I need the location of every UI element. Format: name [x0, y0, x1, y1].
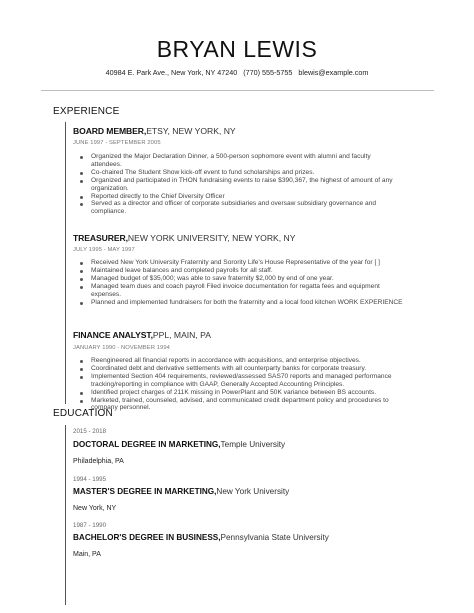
- education-timeline-line: [65, 425, 66, 605]
- experience-timeline-line: [65, 122, 66, 404]
- school-name: Temple University: [220, 440, 286, 449]
- list-item: Planned and implemented fundraisers for both the fraternity and a local food kitchen WORK EXPERIENCE: [73, 299, 403, 307]
- job-org: PPL, MAIN, PA: [152, 330, 211, 340]
- education-dates: 2015 - 2018: [73, 428, 107, 435]
- contact-email[interactable]: blewis@example.com: [298, 68, 369, 77]
- education-degree: [73, 440, 285, 449]
- list-item: Managed budget of $35,000; was able to save fraternity $2,000 by end of one year.: [73, 275, 403, 283]
- list-item: Maintained leave balances and completed payrolls for all staff.: [73, 267, 403, 275]
- education-dates: 1994 - 1995: [73, 476, 107, 483]
- contact-phone: (770) 555-5755: [243, 68, 293, 77]
- job-role: TREASURER,: [73, 233, 128, 243]
- list-item: Organized the Major Declaration Dinner, a 500-person sophomore event with alumni and faculty attendees.: [73, 153, 403, 169]
- job-bullets: [73, 357, 403, 412]
- education-degree: [73, 487, 289, 496]
- list-item: Coordinated debt and derivative settlements with all counterparty banks for corporate treasury.: [73, 365, 403, 373]
- list-item: Reported directly to the Chief Diversity Officer: [73, 193, 403, 201]
- education-location: New York, NY: [73, 505, 117, 512]
- education-dates: 1987 - 1990: [73, 522, 107, 529]
- list-item: Implemented Section 404 requirements, reviewed/assessed SAS70 reports and managed performance tracking/reporting in compliance with GAAP, Generally Accepted Accounting Principles.: [73, 373, 403, 389]
- job-dates: JULY 1995 - MAY 1997: [73, 247, 135, 253]
- job-title: [73, 126, 236, 136]
- education-location: Main, PA: [73, 551, 101, 558]
- degree-name: DOCTORAL DEGREE IN MARKETING,: [73, 440, 221, 449]
- job-org: NEW YORK UNIVERSITY, NEW YORK, NY: [127, 233, 296, 243]
- list-item: Received New York University Fraternity and Sorority Life's House Representative of the year for [ ]: [73, 259, 403, 267]
- list-item: Identified project charges of 211K missing in PowerPlant and 50K variance between BS accounts.: [73, 389, 403, 397]
- job-bullets: [73, 153, 403, 216]
- school-name: Pennsylvania State University: [220, 533, 329, 542]
- list-item: Reengineered all financial reports in accordance with acquisitions, and enterprise objectives.: [73, 357, 403, 365]
- degree-name: MASTER'S DEGREE IN MARKETING,: [73, 487, 217, 496]
- header-divider: [41, 90, 434, 91]
- candidate-name: BRYAN LEWIS: [156, 36, 318, 62]
- list-item: Managed team dues and coach payroll Filed invoice documentation for regatta fees and equipment expenses.: [73, 283, 403, 299]
- job-dates: JUNE 1997 - SEPTEMBER 2005: [73, 140, 161, 146]
- contact-line: [0, 68, 474, 77]
- school-name: New York University: [216, 487, 290, 496]
- degree-name: BACHELOR'S DEGREE IN BUSINESS,: [73, 533, 221, 542]
- list-item: Served as a director and officer of corporate subsidiaries and oversaw subsidiary governance and compliance.: [73, 200, 403, 216]
- education-location: Philadelphia, PA: [73, 458, 124, 465]
- job-title: [73, 330, 211, 340]
- job-role: FINANCE ANALYST,: [73, 330, 153, 340]
- list-item: Marketed, trained, counseled, advised, and communicated credit department policy and procedures to company personnel.: [73, 397, 403, 413]
- list-item: Organized and participated in THON fundraising events to raise $390,367, the highest of amount of any organization.: [73, 177, 403, 193]
- list-item: Co-chaired The Student Show kick-off event to fund scholarships and prizes.: [73, 169, 403, 177]
- job-org: ETSY, NEW YORK, NY: [146, 126, 236, 136]
- job-dates: JANUARY 1990 - NOVEMBER 1994: [73, 345, 170, 351]
- job-role: BOARD MEMBER,: [73, 126, 147, 136]
- education-heading: EDUCATION: [53, 408, 113, 419]
- job-title: [73, 233, 296, 243]
- experience-heading: EXPERIENCE: [53, 106, 120, 117]
- job-bullets: [73, 259, 403, 306]
- education-degree: [73, 533, 329, 542]
- contact-address: 40984 E. Park Ave., New York, NY 47240: [105, 68, 238, 77]
